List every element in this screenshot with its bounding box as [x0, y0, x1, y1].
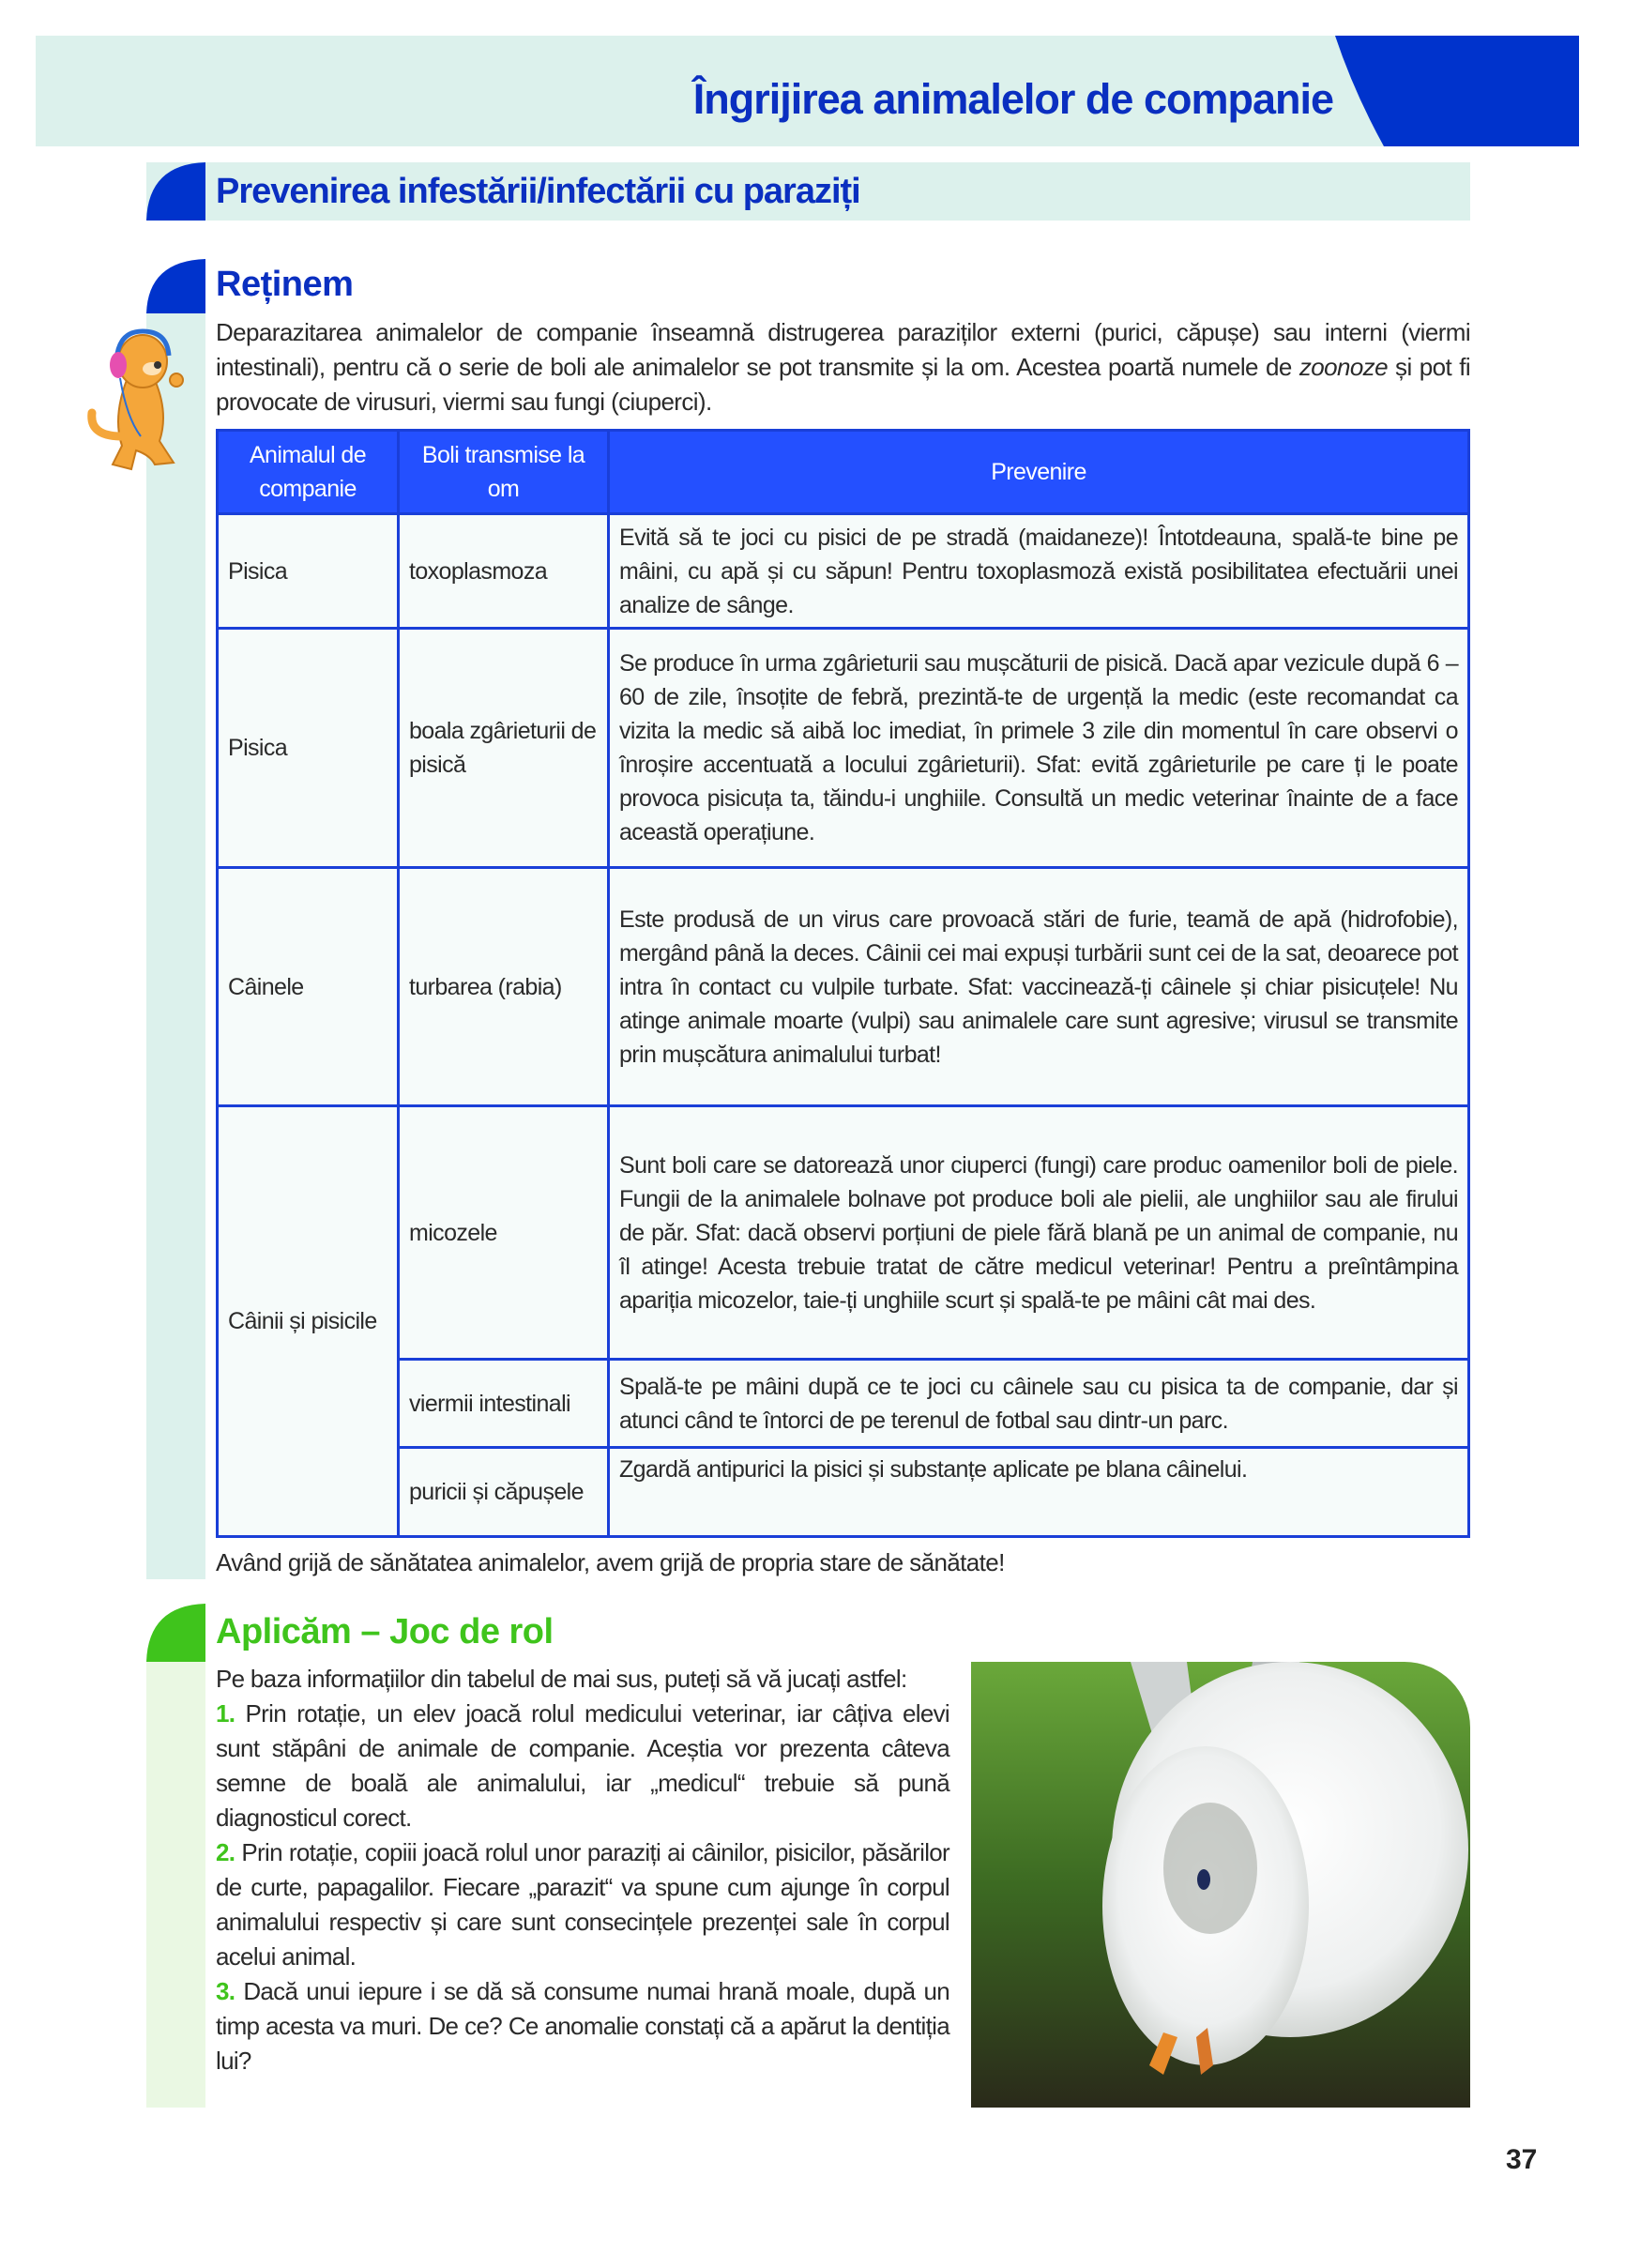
table-row — [218, 1360, 1469, 1448]
column-header: Animalul de companie — [218, 431, 399, 514]
zoonoses-table — [216, 429, 1470, 1538]
table-row — [218, 629, 1469, 868]
section-title-bar — [146, 162, 1470, 221]
retinem-heading: Reținem — [216, 265, 354, 304]
chapter-header-band — [36, 36, 1579, 146]
section-marker-icon — [146, 162, 205, 221]
disease-cell: puricii și căpușele — [399, 1448, 609, 1537]
column-header: Prevenire — [609, 431, 1469, 514]
table-row — [218, 514, 1469, 629]
aplicam-side-stripe — [146, 1662, 205, 2108]
role-play-item — [216, 1835, 949, 1974]
disease-cell: toxoplasmoza — [399, 514, 609, 629]
item-number: 3. — [216, 1977, 235, 2005]
column-header: Boli transmise la om — [399, 431, 609, 514]
item-number: 1. — [216, 1699, 235, 1728]
role-play-item — [216, 1697, 949, 1835]
table-header-row — [218, 431, 1469, 514]
disease-cell: turbarea (rabia) — [399, 868, 609, 1106]
prevention-cell: Sunt boli care se datorează unor ciuperci (fungi) care produc oamenilor boli de piele. Fungii de la animalele bolnave pot produce boli ale pielii, ale unghiilor sau ale firului de păr. Sfat: dacă observi porțiuni de piele fără blană pe un animal de companie, nu îl atinge! Acesta trebuie tratat de către medicul veterinar! Pentru a preîntâmpina apariția micozelor, taie-ți unghiile scurt și spală-te pe mâini cât mai des. — [609, 1106, 1469, 1360]
closing-statement: Având grijă de sănătatea animalelor, avem grijă de propria stare de sănătate! — [216, 1548, 1005, 1576]
prevention-cell: Evită să te joci cu pisici de pe stradă (maidaneze)! Întotdeauna, spală-te bine pe mâini, cu apă și cu săpun! Pentru toxoplasmoză există posibilitatea efectuării unei analize de sânge. — [609, 514, 1469, 629]
animal-cell: Pisica — [218, 629, 399, 868]
retinem-paragraph — [216, 315, 1470, 419]
animal-cell: Câinii și pisicile — [218, 1106, 399, 1537]
retinem-marker-icon — [146, 259, 205, 313]
disease-cell: boala zgârieturii de pisică — [399, 629, 609, 868]
aplicam-heading: Aplicăm – Joc de rol — [216, 1612, 554, 1652]
corner-decoration-icon — [1335, 36, 1579, 146]
item-text: Prin rotație, un elev joacă rolul medicului veterinar, iar câțiva elevi sunt stăpâni de animale de companie. Aceștia vor prezenta câteva semne de boală ale animalului, iar „medicul“ trebuie să pună diagnosticul corect. — [216, 1699, 949, 1832]
disease-cell: micozele — [399, 1106, 609, 1360]
prevention-cell: Se produce în urma zgârieturii sau mușcăturii de pisică. Dacă apar vezicule după 6 – 60 de zile, însoțite de febră, prezintă-te de urgență la medic (este recomandat ca vizita la medic să aibă loc imediat, în primele 3 zile din momentul în care observi o înroșire accentuată a locului zgârieturii). Sfat: evită zgârieturile pe care ți le poate provoca pisicuța ta, tăindu-i unghiile. Consultă un medic veterinar înainte de a face această operațiune. — [609, 629, 1469, 868]
rabbit-photo — [971, 1662, 1470, 2108]
prevention-cell: Spală-te pe mâini după ce te joci cu câinele sau cu pisica ta de companie, dar și atunci când te întorci de pe terenul de fotbal sau dintr-un parc. — [609, 1360, 1469, 1448]
role-play-intro: Pe baza informațiilor din tabelul de mai sus, puteți să vă jucați astfel: — [216, 1665, 907, 1693]
table-row — [218, 1106, 1469, 1360]
aplicam-marker-icon — [146, 1604, 205, 1662]
animal-cell: Pisica — [218, 514, 399, 629]
dog-mascot-icon — [84, 324, 197, 479]
animal-cell: Câinele — [218, 868, 399, 1106]
item-number: 2. — [216, 1838, 235, 1866]
table-row — [218, 1448, 1469, 1537]
table-row — [218, 868, 1469, 1106]
intro-text: Deparazitarea animalelor de companie înseamnă distrugerea paraziților externi (purici, căpușe) sau interni (viermi intestinali), pentru că o serie de boli ale animalelor se pot transmite și la om. Acestea poartă numele de — [216, 318, 1470, 381]
page-number: 37 — [1506, 2144, 1538, 2175]
intro-italic-term: zoonoze — [1298, 353, 1388, 381]
role-play-instructions — [216, 1662, 949, 2078]
retinem-side-stripe — [146, 313, 205, 1579]
intro-text-end: și pot fi provocate de virusuri, viermi sau fungi (ciuperci). — [216, 353, 1470, 416]
item-text: Dacă unui iepure i se dă să consume numai hrană moale, după un timp acesta va muri. De ce? Ce anomalie constați că a apărut la dentiția lui? — [216, 1977, 949, 2075]
prevention-cell: Zgardă antipurici la pisici și substanțe aplicate pe blana câinelui. — [609, 1448, 1469, 1537]
disease-cell: viermii intestinali — [399, 1360, 609, 1448]
rabbit-image-icon — [971, 1662, 1470, 2108]
prevention-cell: Este produsă de un virus care provoacă stări de furie, teamă de apă (hidrofobie), mergând până la deces. Câinii cei mai expuși turbării sunt cei de la sat, deoarece pot intra în contact cu vulpile turbate. Sfat: vaccinează-ți câinele și chiar pisicuțele! Nu atinge animale moarte (vulpi) sau animalele care sunt agresive; virusul se transmite prin mușcătura animalului turbat! — [609, 868, 1469, 1106]
item-text: Prin rotație, copiii joacă rolul unor paraziți ai câinilor, pisicilor, păsărilor de curte, papagalilor. Fiecare „parazit“ va spune cum ajunge în corpul animalului respectiv și care sunt consecințele prezenței sale în corpul acelui animal. — [216, 1838, 949, 1971]
chapter-title: Îngrijirea animalelor de companie — [692, 75, 1333, 123]
role-play-item — [216, 1974, 949, 2078]
section-title: Prevenirea infestării/infectării cu paraziți — [216, 172, 860, 211]
